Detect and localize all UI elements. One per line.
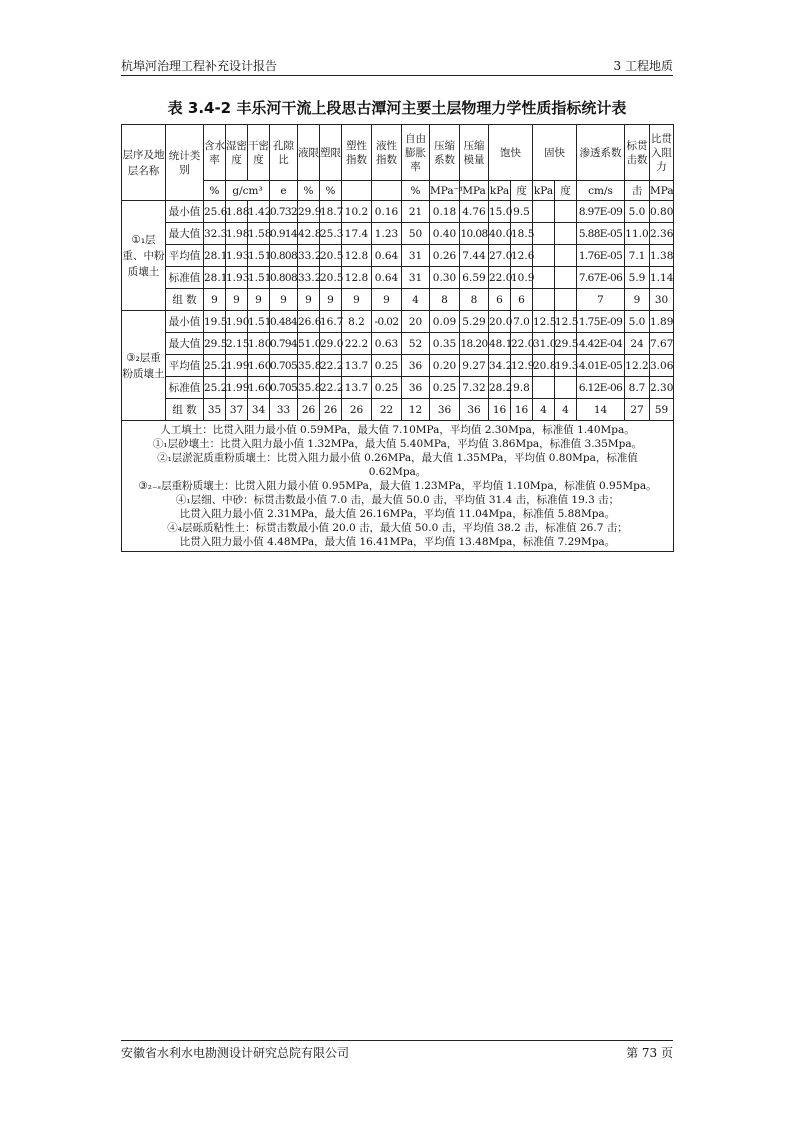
value-cell: 1.99 bbox=[226, 377, 248, 399]
table-title: 表 3.4-2 丰乐河干流上段思古潭河主要土层物理力学性质指标统计表 bbox=[167, 99, 627, 117]
value-cell: 1.89 bbox=[650, 311, 674, 333]
unit-cell: cm/s bbox=[577, 181, 625, 201]
value-cell: 0.808 bbox=[270, 267, 298, 289]
value-cell: 22.2 bbox=[320, 377, 342, 399]
header-layer: 层序及地层名称 bbox=[122, 125, 166, 201]
value-cell: 8.7 bbox=[625, 377, 650, 399]
header-plastic-limit: 塑限 bbox=[320, 125, 342, 181]
header-consol-fast: 固快 bbox=[533, 125, 577, 181]
value-cell: 16 bbox=[489, 399, 511, 421]
value-cell: 12.6 bbox=[511, 245, 533, 267]
value-cell: 5.29 bbox=[460, 311, 489, 333]
value-cell: 0.794 bbox=[270, 333, 298, 355]
value-cell: 20 bbox=[402, 311, 430, 333]
value-cell: 0.40 bbox=[430, 223, 460, 245]
units-row bbox=[122, 181, 674, 201]
value-cell: 29.5 bbox=[204, 333, 226, 355]
value-cell bbox=[533, 267, 555, 289]
stat-type-cell: 最小值 bbox=[166, 311, 204, 333]
unit-cell: % bbox=[402, 181, 430, 201]
value-cell: 10.08 bbox=[460, 223, 489, 245]
value-cell: 12.5 bbox=[555, 311, 577, 333]
value-cell: 1.14 bbox=[650, 267, 674, 289]
table-row bbox=[122, 377, 674, 399]
footer-page-number: 第 73 页 bbox=[626, 1046, 673, 1060]
value-cell: 18.7 bbox=[320, 201, 342, 223]
value-cell: 1.93 bbox=[226, 245, 248, 267]
value-cell: 12.8 bbox=[342, 245, 372, 267]
table-row bbox=[122, 201, 674, 223]
value-cell: 37 bbox=[226, 399, 248, 421]
value-cell: 6.59 bbox=[460, 267, 489, 289]
value-cell: 35.8 bbox=[298, 355, 320, 377]
value-cell: 25.2 bbox=[204, 377, 226, 399]
value-cell: 22 bbox=[372, 399, 402, 421]
header-stat: 统计类别 bbox=[166, 125, 204, 201]
value-cell: 9 bbox=[625, 289, 650, 311]
value-cell: 4 bbox=[555, 399, 577, 421]
value-cell: 2.30 bbox=[650, 377, 674, 399]
layer-name-cell: ①₁层重、中粉质壤土 bbox=[122, 201, 166, 311]
unit-cell: % bbox=[298, 181, 320, 201]
value-cell: 8 bbox=[430, 289, 460, 311]
value-cell: 20.5 bbox=[320, 267, 342, 289]
value-cell: 9 bbox=[270, 289, 298, 311]
note-line: ③₂₋ₛ层重粉质壤土：比贯入阻力最小值 0.95MPa，最大值 1.23MPa，平均值 1.10Mpa，标准值 0.95Mpa。 bbox=[138, 480, 657, 492]
value-cell: 10.2 bbox=[342, 201, 372, 223]
value-cell: 18.5 bbox=[511, 223, 533, 245]
value-cell: 7.1 bbox=[625, 245, 650, 267]
stat-type-cell: 组 数 bbox=[166, 399, 204, 421]
header-comp-coef: 压缩系数 bbox=[430, 125, 460, 181]
header-perm: 渗透系数 bbox=[577, 125, 625, 181]
stat-type-cell: 平均值 bbox=[166, 355, 204, 377]
value-cell: 0.25 bbox=[430, 377, 460, 399]
unit-cell bbox=[342, 181, 372, 201]
value-cell: 33.2 bbox=[298, 245, 320, 267]
value-cell: 12.2 bbox=[625, 355, 650, 377]
value-cell: 51.0 bbox=[298, 333, 320, 355]
value-cell: 5.0 bbox=[625, 201, 650, 223]
value-cell: 0.35 bbox=[430, 333, 460, 355]
value-cell: 1.80 bbox=[248, 333, 270, 355]
header-swell: 自由膨胀率 bbox=[402, 125, 430, 181]
value-cell: 36 bbox=[402, 377, 430, 399]
value-cell: 9.5 bbox=[511, 201, 533, 223]
value-cell: 4 bbox=[402, 289, 430, 311]
value-cell: 0.64 bbox=[372, 245, 402, 267]
value-cell: 34 bbox=[248, 399, 270, 421]
value-cell: 7.67 bbox=[650, 333, 674, 355]
unit-cell: 度 bbox=[511, 181, 533, 201]
value-cell: 27.0 bbox=[489, 245, 511, 267]
value-cell: 22.0 bbox=[489, 267, 511, 289]
note-line: ②₁层淤泥质重粉质壤土：比贯入阻力最小值 0.26MPa，最大值 1.35MPa，平均值 0.80Mpa，标准值 bbox=[157, 452, 638, 464]
stat-type-cell: 标准值 bbox=[166, 267, 204, 289]
value-cell bbox=[533, 201, 555, 223]
header-report-title: 杭埠河治理工程补充设计报告 bbox=[121, 59, 278, 73]
value-cell: 30 bbox=[650, 289, 674, 311]
value-cell: 1.60 bbox=[248, 355, 270, 377]
value-cell: 2.15 bbox=[226, 333, 248, 355]
page-footer bbox=[121, 1040, 673, 1061]
value-cell: 12.5 bbox=[533, 311, 555, 333]
value-cell bbox=[555, 223, 577, 245]
value-cell: 0.484 bbox=[270, 311, 298, 333]
value-cell bbox=[555, 267, 577, 289]
value-cell: 19.3 bbox=[555, 355, 577, 377]
value-cell: 7.32 bbox=[460, 377, 489, 399]
table-row bbox=[122, 267, 674, 289]
value-cell: 0.705 bbox=[270, 377, 298, 399]
value-cell: 11.0 bbox=[625, 223, 650, 245]
table-row bbox=[122, 223, 674, 245]
value-cell: 26 bbox=[320, 399, 342, 421]
value-cell bbox=[555, 377, 577, 399]
value-cell: 17.4 bbox=[342, 223, 372, 245]
value-cell: 0.25 bbox=[372, 355, 402, 377]
value-cell: 22.2 bbox=[320, 355, 342, 377]
value-cell: 59 bbox=[650, 399, 674, 421]
value-cell: 16 bbox=[511, 399, 533, 421]
value-cell: 35 bbox=[204, 399, 226, 421]
value-cell: 12.8 bbox=[342, 267, 372, 289]
value-cell: 0.732 bbox=[270, 201, 298, 223]
page-header bbox=[121, 57, 673, 76]
value-cell: 9 bbox=[204, 289, 226, 311]
value-cell: 20.0 bbox=[489, 311, 511, 333]
value-cell: 36 bbox=[460, 399, 489, 421]
value-cell: 0.64 bbox=[372, 267, 402, 289]
value-cell: 21 bbox=[402, 201, 430, 223]
value-cell: -0.02 bbox=[372, 311, 402, 333]
unit-cell: MPa bbox=[460, 181, 489, 201]
notes-cell bbox=[122, 421, 674, 552]
value-cell: 28.1 bbox=[204, 245, 226, 267]
value-cell: 3.06 bbox=[650, 355, 674, 377]
value-cell: 1.51 bbox=[248, 267, 270, 289]
note-line: ①₁层砂壤土：比贯入阻力最小值 1.32MPa，最大值 5.40MPa，平均值 3.86Mpa，标准值 3.35Mpa。 bbox=[152, 438, 643, 450]
header-liquid-index: 液性指数 bbox=[372, 125, 402, 181]
header-plastic-index: 塑性指数 bbox=[342, 125, 372, 181]
value-cell bbox=[533, 289, 555, 311]
layer-name-cell: ③₂层重粉质壤土 bbox=[122, 311, 166, 421]
value-cell: 13.7 bbox=[342, 377, 372, 399]
unit-cell: e bbox=[270, 181, 298, 201]
value-cell: 42.8 bbox=[298, 223, 320, 245]
value-cell: 1.51 bbox=[248, 245, 270, 267]
value-cell: 7.0 bbox=[511, 311, 533, 333]
value-cell: 6 bbox=[511, 289, 533, 311]
value-cell: 28.2 bbox=[489, 377, 511, 399]
value-cell: 10.9 bbox=[511, 267, 533, 289]
value-cell: 36 bbox=[430, 399, 460, 421]
header-cpt: 比贯入阻力 bbox=[650, 125, 674, 181]
header-liquid-limit: 液限 bbox=[298, 125, 320, 181]
value-cell: 24 bbox=[625, 333, 650, 355]
value-cell: 32.3 bbox=[204, 223, 226, 245]
value-cell: 26 bbox=[342, 399, 372, 421]
value-cell: 9 bbox=[248, 289, 270, 311]
unit-cell: MPa bbox=[650, 181, 674, 201]
unit-cell: kPa bbox=[533, 181, 555, 201]
value-cell: 18.20 bbox=[460, 333, 489, 355]
value-cell: 8.97E-09 bbox=[577, 201, 625, 223]
value-cell: 1.90 bbox=[226, 311, 248, 333]
value-cell: 4 bbox=[533, 399, 555, 421]
value-cell: 9 bbox=[320, 289, 342, 311]
value-cell: 0.16 bbox=[372, 201, 402, 223]
value-cell: 0.808 bbox=[270, 245, 298, 267]
note-line: 人工填土：比贯入阻力最小值 0.59MPa，最大值 7.10MPa，平均值 2.30Mpa，标准值 1.40Mpa。 bbox=[160, 424, 635, 436]
value-cell: 4.76 bbox=[460, 201, 489, 223]
value-cell: 25.6 bbox=[204, 201, 226, 223]
unit-cell: 度 bbox=[555, 181, 577, 201]
value-cell: 28.1 bbox=[204, 267, 226, 289]
value-cell bbox=[555, 245, 577, 267]
value-cell: 0.63 bbox=[372, 333, 402, 355]
value-cell: 35.8 bbox=[298, 377, 320, 399]
value-cell: 0.705 bbox=[270, 355, 298, 377]
note-line: 0.62Mpa。 bbox=[368, 466, 427, 478]
value-cell: 15.0 bbox=[489, 201, 511, 223]
value-cell: 1.98 bbox=[226, 223, 248, 245]
value-cell: 6.12E-06 bbox=[577, 377, 625, 399]
soil-properties-table bbox=[121, 124, 674, 552]
value-cell: 5.88E-05 bbox=[577, 223, 625, 245]
notes-row bbox=[122, 421, 674, 552]
value-cell: 5.0 bbox=[625, 311, 650, 333]
value-cell: 1.42 bbox=[248, 201, 270, 223]
table-row bbox=[122, 289, 674, 311]
value-cell: 19.5 bbox=[204, 311, 226, 333]
value-cell: 0.25 bbox=[372, 377, 402, 399]
value-cell: 36 bbox=[402, 355, 430, 377]
value-cell: 16.7 bbox=[320, 311, 342, 333]
value-cell: 5.9 bbox=[625, 267, 650, 289]
value-cell: 48.1 bbox=[489, 333, 511, 355]
value-cell: 31 bbox=[402, 267, 430, 289]
note-line: 比贯入阻力最小值 4.48MPa，最大值 16.41MPa，平均值 13.48Mpa，标准值 7.29Mpa。 bbox=[179, 536, 616, 548]
table-row bbox=[122, 399, 674, 421]
value-cell: 0.80 bbox=[650, 201, 674, 223]
value-cell bbox=[533, 245, 555, 267]
value-cell: 14 bbox=[577, 399, 625, 421]
value-cell: 31.0 bbox=[533, 333, 555, 355]
value-cell: 9.8 bbox=[511, 377, 533, 399]
value-cell: 33 bbox=[270, 399, 298, 421]
value-cell: 4.01E-05 bbox=[577, 355, 625, 377]
value-cell: 9 bbox=[342, 289, 372, 311]
stat-type-cell: 平均值 bbox=[166, 245, 204, 267]
unit-cell: % bbox=[320, 181, 342, 201]
value-cell: 1.93 bbox=[226, 267, 248, 289]
value-cell: 22.0 bbox=[511, 333, 533, 355]
value-cell: 4.42E-04 bbox=[577, 333, 625, 355]
value-cell bbox=[555, 201, 577, 223]
value-cell: 1.75E-09 bbox=[577, 311, 625, 333]
value-cell: 8 bbox=[460, 289, 489, 311]
value-cell: 25.2 bbox=[204, 355, 226, 377]
table-row bbox=[122, 333, 674, 355]
value-cell: 27 bbox=[625, 399, 650, 421]
stat-type-cell: 最大值 bbox=[166, 333, 204, 355]
unit-cell bbox=[372, 181, 402, 201]
value-cell: 20.5 bbox=[320, 245, 342, 267]
value-cell: 9.27 bbox=[460, 355, 489, 377]
value-cell: 1.58 bbox=[248, 223, 270, 245]
note-line: 比贯入阻力最小值 2.31MPa，最大值 26.16MPa，平均值 11.04Mpa，标准值 5.88Mpa。 bbox=[179, 508, 616, 520]
footer-company: 安徽省水利水电勘测设计研究总院有限公司 bbox=[121, 1046, 350, 1060]
value-cell: 26 bbox=[298, 399, 320, 421]
value-cell bbox=[533, 377, 555, 399]
stat-type-cell: 组 数 bbox=[166, 289, 204, 311]
value-cell: 52 bbox=[402, 333, 430, 355]
unit-cell: MPa⁻¹ bbox=[430, 181, 460, 201]
header-wet-density: 湿密度 bbox=[226, 125, 248, 181]
value-cell: 8.2 bbox=[342, 311, 372, 333]
value-cell: 25.3 bbox=[320, 223, 342, 245]
value-cell: 6 bbox=[489, 289, 511, 311]
value-cell: 34.2 bbox=[489, 355, 511, 377]
stat-type-cell: 标准值 bbox=[166, 377, 204, 399]
unit-cell: 击 bbox=[625, 181, 650, 201]
value-cell: 31 bbox=[402, 245, 430, 267]
table-row bbox=[122, 245, 674, 267]
value-cell: 1.38 bbox=[650, 245, 674, 267]
value-cell: 1.76E-05 bbox=[577, 245, 625, 267]
value-cell: 9 bbox=[372, 289, 402, 311]
value-cell bbox=[555, 289, 577, 311]
header-dry-density: 干密度 bbox=[248, 125, 270, 181]
value-cell: 1.51 bbox=[248, 311, 270, 333]
value-cell: 0.26 bbox=[430, 245, 460, 267]
value-cell: 20.8 bbox=[533, 355, 555, 377]
value-cell: 50 bbox=[402, 223, 430, 245]
table-row bbox=[122, 311, 674, 333]
value-cell: 1.88 bbox=[226, 201, 248, 223]
value-cell: 13.7 bbox=[342, 355, 372, 377]
header-void: 孔隙比 bbox=[270, 125, 298, 181]
header-sat-fast: 饱快 bbox=[489, 125, 533, 181]
unit-cell: g/cm³ bbox=[226, 181, 270, 201]
header-spt: 标贯击数 bbox=[625, 125, 650, 181]
unit-cell: % bbox=[204, 181, 226, 201]
value-cell: 7.67E-06 bbox=[577, 267, 625, 289]
value-cell: 33.2 bbox=[298, 267, 320, 289]
header-water: 含水率 bbox=[204, 125, 226, 181]
value-cell: 0.18 bbox=[430, 201, 460, 223]
header-comp-mod: 压缩模量 bbox=[460, 125, 489, 181]
value-cell: 9 bbox=[226, 289, 248, 311]
value-cell: 2.36 bbox=[650, 223, 674, 245]
value-cell: 29.0 bbox=[320, 333, 342, 355]
unit-cell: kPa bbox=[489, 181, 511, 201]
value-cell: 9 bbox=[298, 289, 320, 311]
value-cell: 40.0 bbox=[489, 223, 511, 245]
note-line: ④₄层砾质粘性土：标贯击数最小值 20.0 击，最大值 50.0 击，平均值 38.2 击，标准值 26.7 击； bbox=[167, 522, 628, 534]
value-cell: 22.2 bbox=[342, 333, 372, 355]
value-cell: 12 bbox=[402, 399, 430, 421]
stat-type-cell: 最小值 bbox=[166, 201, 204, 223]
stat-type-cell: 最大值 bbox=[166, 223, 204, 245]
value-cell: 1.99 bbox=[226, 355, 248, 377]
note-line: ④₁层细、中砂：标贯击数最小值 7.0 击，最大值 50.0 击，平均值 31.4 击，标准值 19.3 击； bbox=[175, 494, 620, 506]
value-cell: 0.30 bbox=[430, 267, 460, 289]
value-cell: 0.20 bbox=[430, 355, 460, 377]
table-row bbox=[122, 355, 674, 377]
header-chapter: 3 工程地质 bbox=[613, 59, 673, 73]
value-cell: 1.60 bbox=[248, 377, 270, 399]
value-cell: 0.09 bbox=[430, 311, 460, 333]
value-cell: 0.914 bbox=[270, 223, 298, 245]
value-cell: 12.9 bbox=[511, 355, 533, 377]
value-cell: 1.23 bbox=[372, 223, 402, 245]
value-cell: 7 bbox=[577, 289, 625, 311]
value-cell: 26.6 bbox=[298, 311, 320, 333]
value-cell: 29.5 bbox=[555, 333, 577, 355]
value-cell: 7.44 bbox=[460, 245, 489, 267]
value-cell: 29.9 bbox=[298, 201, 320, 223]
value-cell bbox=[533, 223, 555, 245]
